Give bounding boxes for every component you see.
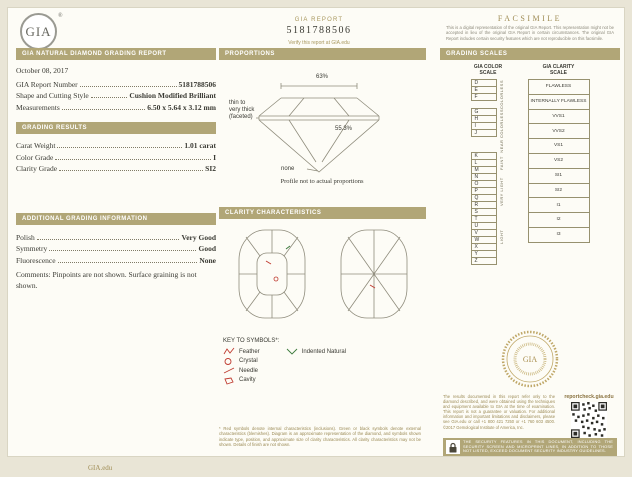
report-row bbox=[16, 162, 216, 174]
row-value: None bbox=[199, 255, 216, 265]
color-group-label: VERY LIGHT bbox=[498, 176, 504, 206]
color-letter-cell: J bbox=[471, 129, 497, 137]
color-group bbox=[471, 153, 506, 174]
needle-icon bbox=[223, 366, 235, 375]
clarity-grade-cell: VS2 bbox=[528, 153, 590, 169]
color-scale-heading: GIA COLOR SCALE bbox=[473, 64, 503, 76]
dotted-leader bbox=[62, 109, 146, 110]
report-row bbox=[16, 150, 216, 162]
disclaimer-text: The results documented in this report refer only to the diamond described, and were obtained using the techniques and equipment available to GIA at the time of examination. This report is not a guarantee or valuation. For additional information and important limitations and disclaimers, please see GIA.edu or call +1 800 421 7250 or +1 760 603 4500. ©2017 Gemological Institute of America, Inc. bbox=[443, 394, 555, 430]
row-value: I bbox=[213, 152, 216, 162]
gia-edu-link: GIA.edu bbox=[88, 464, 113, 472]
cavity-icon bbox=[223, 376, 235, 385]
row-label: Shape and Cutting Style bbox=[16, 91, 89, 100]
color-group-label: NEAR COLORLESS bbox=[498, 108, 504, 153]
report-row bbox=[16, 242, 216, 254]
section-title-grading-results: GRADING RESULTS bbox=[16, 122, 216, 134]
svg-text:GIA: GIA bbox=[522, 355, 538, 364]
gia-seal bbox=[501, 330, 559, 393]
lock-badge bbox=[446, 440, 460, 454]
color-letter-cell: D bbox=[471, 79, 497, 87]
color-letter-cell: Y bbox=[471, 250, 497, 258]
color-letter-cell: E bbox=[471, 86, 497, 94]
color-group-label: LIGHT bbox=[498, 229, 504, 244]
report-page bbox=[7, 7, 625, 457]
color-letter-cell: H bbox=[471, 115, 497, 123]
proportions-panel bbox=[219, 74, 425, 190]
clarity-diagram-crown bbox=[226, 223, 318, 325]
dotted-leader bbox=[91, 97, 128, 98]
girdle-label: thin to very thick (faceted) bbox=[229, 100, 255, 120]
clarity-grade-cell: SI1 bbox=[528, 168, 590, 184]
color-letter-cell: Q bbox=[471, 194, 497, 202]
comments-text: Comments: Pinpoints are not shown. Surface graining is not shown. bbox=[16, 269, 197, 290]
color-group-label: FAINT bbox=[498, 156, 504, 171]
color-letter-cell: U bbox=[471, 222, 497, 230]
section-title-additional-grading-information: ADDITIONAL GRADING INFORMATION bbox=[16, 213, 216, 225]
color-scale-column bbox=[471, 64, 506, 265]
key-item-label: Indented Natural bbox=[301, 348, 347, 355]
verify-text: Verify this report at GIA.edu bbox=[288, 40, 350, 46]
row-label: Polish bbox=[16, 232, 35, 242]
dotted-leader bbox=[59, 170, 203, 171]
section-title-grading-scales: GRADING SCALES bbox=[440, 48, 620, 60]
row-value: Good bbox=[198, 244, 216, 253]
color-group bbox=[471, 174, 506, 209]
right-column bbox=[440, 48, 620, 458]
proportions-diagram bbox=[219, 74, 425, 190]
report-header bbox=[212, 17, 426, 46]
gia-seal-icon bbox=[501, 330, 559, 388]
color-group bbox=[471, 209, 506, 265]
clarity-grade-cell: FLAWLESS bbox=[528, 79, 590, 95]
key-to-symbols bbox=[223, 338, 426, 385]
key-item-label: Cavity bbox=[239, 377, 256, 384]
clarity-plots bbox=[219, 223, 426, 325]
security-text: THE SECURITY FEATURES IN THIS DOCUMENT, INCLUDING THE SECURITY SCREEN AND MICROPRINT LINES, IN ADDITION TO THOSE NOT LISTED, EXCEED DOCUMENT SECURITY INDUSTRY GUIDELINES. bbox=[463, 438, 613, 454]
color-letter-cell: X bbox=[471, 243, 497, 251]
color-letter-cell: N bbox=[471, 173, 497, 181]
depth-percentage-label: 55.3% bbox=[335, 126, 353, 132]
color-letter-cell: S bbox=[471, 208, 497, 216]
color-letter-cell: M bbox=[471, 166, 497, 174]
dotted-leader bbox=[37, 239, 180, 240]
middle-column bbox=[219, 48, 426, 458]
dotted-leader bbox=[49, 250, 196, 251]
color-letter-cell: W bbox=[471, 236, 497, 244]
culet-label: none bbox=[281, 166, 295, 172]
lock-icon bbox=[448, 442, 458, 453]
qr-code bbox=[571, 402, 607, 438]
clarity-scale-heading: GIA CLARITY SCALE bbox=[542, 64, 575, 76]
row-value: 5181788506 bbox=[178, 79, 216, 89]
row-label: Carat Weight bbox=[16, 141, 56, 150]
row-label: Fluorescence bbox=[16, 255, 56, 265]
color-letter-cell: V bbox=[471, 229, 497, 237]
report-number: 5181788506 bbox=[286, 25, 352, 36]
color-group-label: COLORLESS bbox=[498, 80, 504, 109]
clarity-diagram-pavilion bbox=[328, 223, 420, 325]
feather-icon bbox=[223, 347, 235, 356]
clarity-scale-list bbox=[528, 80, 590, 243]
crystal-icon bbox=[223, 357, 235, 366]
key-item-label: Crystal bbox=[239, 358, 258, 365]
report-row bbox=[16, 77, 216, 89]
report-row bbox=[16, 100, 216, 112]
color-group bbox=[471, 109, 506, 153]
dotted-leader bbox=[58, 262, 198, 263]
color-letter-cell: Z bbox=[471, 257, 497, 265]
color-letter-cell: R bbox=[471, 201, 497, 209]
clarity-grade-cell: SI2 bbox=[528, 183, 590, 199]
clarity-grade-cell: INTERNALLY FLAWLESS bbox=[528, 94, 590, 110]
report-date: October 08, 2017 bbox=[16, 66, 69, 75]
section-title-natural-diamond-grading-report: GIA NATURAL DIAMOND GRADING REPORT bbox=[16, 48, 216, 60]
grading-scales bbox=[440, 64, 620, 265]
color-scale-groups bbox=[471, 80, 506, 265]
clarity-grade-cell: I1 bbox=[528, 197, 590, 213]
indented-natural-icon bbox=[286, 347, 298, 356]
color-letter-cell: F bbox=[471, 93, 497, 101]
gia-logo-text: GIA bbox=[25, 23, 52, 39]
row-value: Very Good bbox=[181, 232, 216, 242]
report-row bbox=[16, 139, 216, 151]
color-letter-cell: T bbox=[471, 215, 497, 223]
row-label: Measurements bbox=[16, 102, 60, 112]
key-item-feather bbox=[223, 347, 260, 357]
row-label: Color Grade bbox=[16, 152, 54, 162]
key-item-cavity bbox=[223, 376, 260, 386]
row-label: Symmetry bbox=[16, 244, 48, 253]
color-group bbox=[471, 80, 506, 109]
clarity-grade-cell: VVS2 bbox=[528, 123, 590, 139]
facsimile-block bbox=[446, 14, 614, 41]
key-item-label: Needle bbox=[239, 367, 259, 374]
clarity-grade-cell: I3 bbox=[528, 227, 590, 243]
row-value: Cushion Modified Brilliant bbox=[129, 91, 216, 100]
report-row bbox=[16, 230, 216, 242]
color-letter-cell: O bbox=[471, 180, 497, 188]
row-value: SI2 bbox=[205, 164, 216, 173]
clarity-scale-column bbox=[528, 64, 590, 265]
facsimile-title: FACSIMILE bbox=[497, 14, 563, 23]
key-title: KEY TO SYMBOLS*: bbox=[223, 338, 280, 344]
clarity-grade-cell: VS1 bbox=[528, 138, 590, 154]
color-letter-cell: I bbox=[471, 122, 497, 130]
key-item-indented-natural bbox=[286, 347, 346, 357]
left-column bbox=[16, 48, 216, 291]
section-title-proportions: PROPORTIONS bbox=[219, 48, 426, 60]
color-letter-cell: K bbox=[471, 152, 497, 160]
registered-mark: ® bbox=[58, 13, 63, 19]
clarity-grade-cell: I2 bbox=[528, 212, 590, 228]
color-letter-cell: G bbox=[471, 108, 497, 116]
row-label: Clarity Grade bbox=[16, 164, 58, 173]
row-label: GIA Report Number bbox=[16, 79, 78, 89]
gia-logo-circle-icon bbox=[20, 13, 57, 50]
report-label: GIA REPORT bbox=[294, 17, 344, 23]
security-bar bbox=[443, 438, 617, 456]
dotted-leader bbox=[80, 86, 177, 87]
color-letter-cell: L bbox=[471, 159, 497, 167]
report-row bbox=[16, 89, 216, 101]
clarity-grade-cell: VVS1 bbox=[528, 109, 590, 125]
table-percentage-label: 63% bbox=[315, 74, 328, 80]
dotted-leader bbox=[55, 159, 211, 160]
key-item-label: Feather bbox=[239, 348, 260, 355]
dotted-leader bbox=[57, 147, 182, 148]
proportions-note: Profile not to actual proportions bbox=[280, 178, 364, 185]
symbols-footnote: * Red symbols denote internal characteristics (inclusions). Green or black symbols denote external characteristics (blemishes). Diagram is an approximate representation of the diamond, and symbols shown indicate type, position, and approximate size of clarity characteristics. All clarity characteristics may not be shown. Details of finish are not shown. bbox=[219, 426, 421, 448]
row-value: 6.50 x 5.64 x 3.12 mm bbox=[147, 102, 216, 112]
report-row bbox=[16, 253, 216, 265]
color-letter-cell: P bbox=[471, 187, 497, 195]
facsimile-body: This is a digital representation of the original GIA Report. This representation might not be accepted in lieu of the original GIA Report in certain circumstances. The original GIA Report includes certain security features which are not reproducible on this facsimile. bbox=[446, 25, 614, 41]
reportcheck-block bbox=[443, 394, 617, 443]
key-item-crystal bbox=[223, 357, 260, 367]
reportcheck-url: reportcheck.gia.edu bbox=[564, 394, 614, 400]
row-value: 1.01 carat bbox=[184, 141, 216, 150]
section-title-clarity-characteristics: CLARITY CHARACTERISTICS bbox=[219, 207, 426, 219]
key-item-needle bbox=[223, 366, 260, 376]
